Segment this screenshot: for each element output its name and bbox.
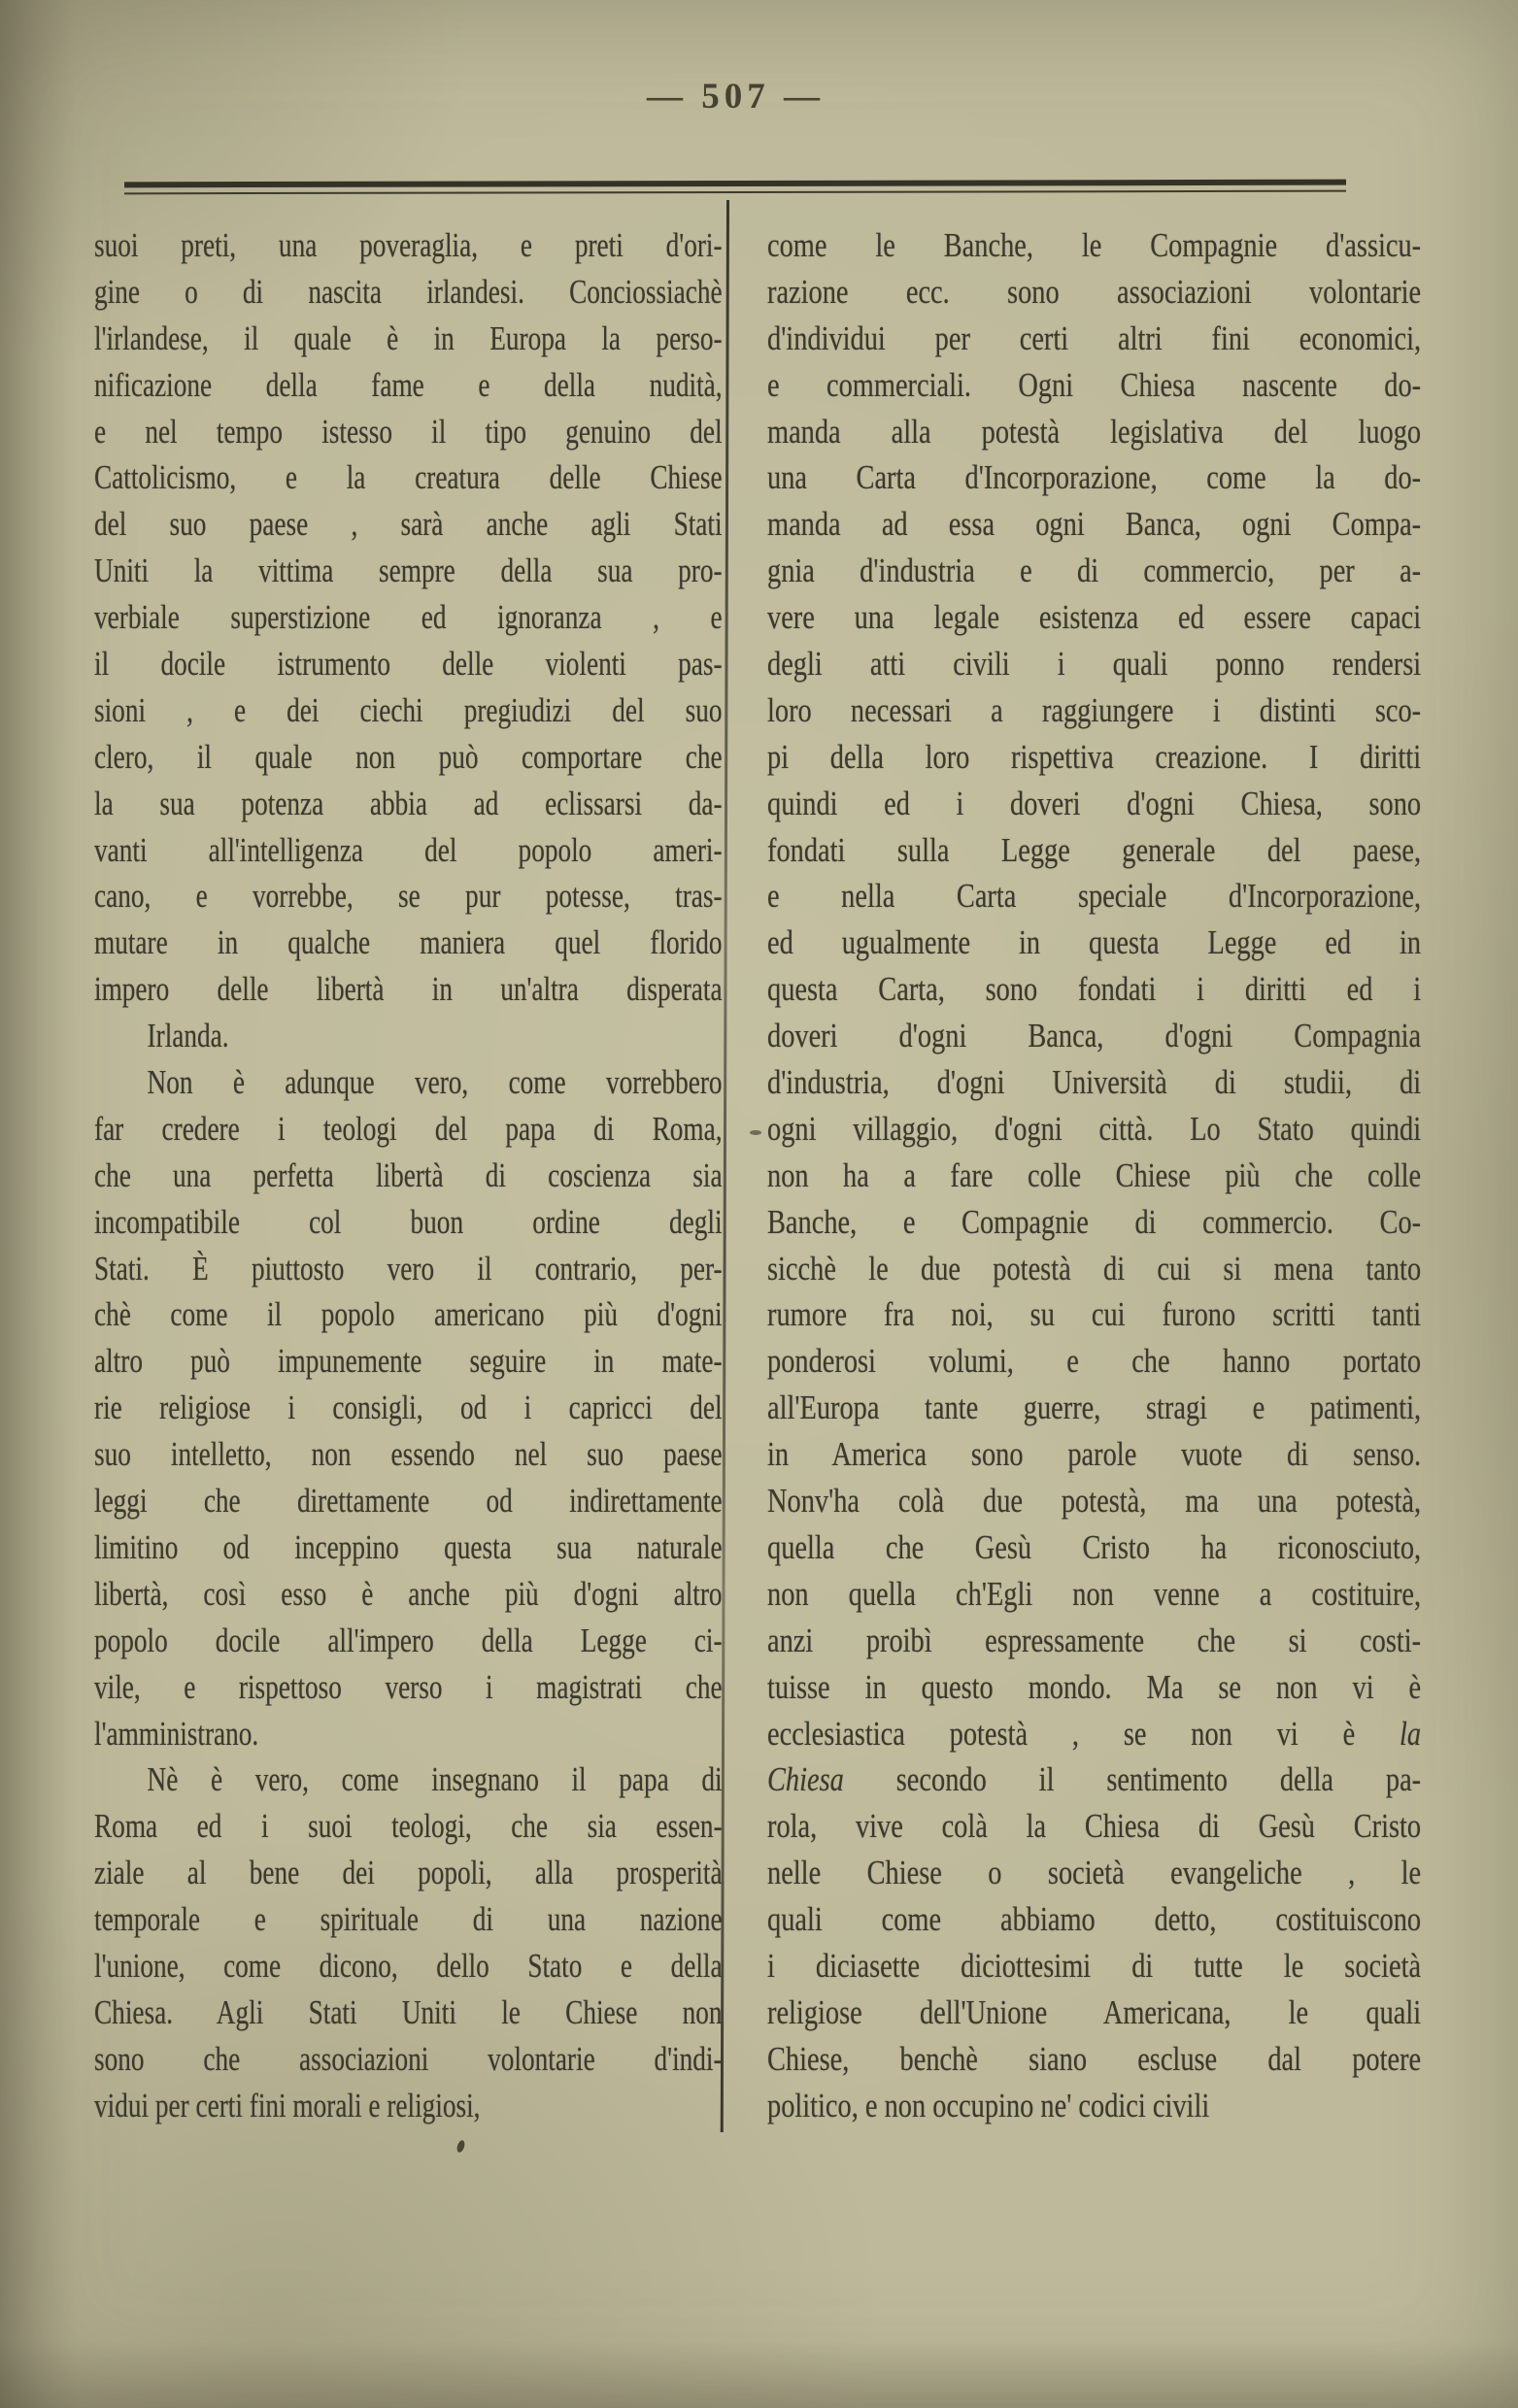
text-line: d'individui per certi altri fini economici, (767, 318, 1422, 357)
text-line: incompatibile col buon ordine degli (94, 1202, 723, 1241)
right-column (767, 222, 1423, 2129)
text-line: vidui per certi fini morali e religiosi, (94, 2086, 481, 2124)
text-line: e commerciali. Ogni Chiesa nascente do- (767, 365, 1422, 404)
text-line: rola, vive colà la Chiesa di Gesù Cristo (767, 1807, 1422, 1846)
page-number: — 507 — (647, 77, 825, 117)
text-line: sicchè le due potestà di cui si mena tanto (767, 1249, 1422, 1288)
text-line: del suo paese , sarà anche agli Stati (94, 505, 723, 544)
text-line: Uniti la vittima sempre della sua pro- (94, 552, 723, 590)
text-line: nelle Chiese o società evangeliche , le (767, 1854, 1422, 1892)
text-line: ponderosi volumi, e che hanno portato (767, 1342, 1422, 1381)
text-line: limitino od inceppino questa sua naturale (94, 1527, 723, 1566)
text-line: l'unione, come dicono, dello Stato e della (94, 1946, 723, 1985)
text-line: Banche, e Compagnie di commercio. Co- (767, 1202, 1422, 1241)
text-line: loro necessari a raggiungere i distinti sco- (767, 690, 1422, 729)
text-line: non quella ch'Egli non venne a costituire, (767, 1574, 1422, 1613)
text-line: ed ugualmente in questa Legge ed in (767, 923, 1422, 962)
text-line: far credere i teologi del papa di Roma, (94, 1109, 723, 1148)
text-line: suoi preti, una poveraglia, e preti d'ori- (94, 226, 723, 264)
text-line: religiose dell'Unione Americana, le quali (767, 1992, 1422, 2031)
text-line: e nella Carta speciale d'Incorporazione, (767, 877, 1422, 916)
text-line: Roma ed i suoi teologi, che sia essen- (94, 1807, 723, 1846)
text-line: vile, e rispettoso verso i magistrati che (94, 1667, 723, 1706)
text-line: ogni villaggio, d'ogni città. Lo Stato quindi (767, 1109, 1422, 1148)
text-line: temporale e spirituale di una nazione (94, 1900, 723, 1939)
right-column-text (767, 222, 1421, 2129)
text-line: in America sono parole vuote di senso. (767, 1435, 1422, 1474)
text-line: nificazione della fame e della nudità, (94, 365, 723, 404)
text-line: Chiesa secondo il sentimento della pa- (767, 1760, 1422, 1799)
text-line: l'irlandese, il quale è in Europa la perso- (94, 318, 723, 357)
text-line: mutare in qualche maniera quel florido (94, 923, 723, 962)
text-line: rumore fra noi, su cui furono scritti tanti (767, 1295, 1422, 1334)
text-line: gine o di nascita irlandesi. Conciossiachè (94, 272, 723, 311)
text-line: rie religiose i consigli, od i capricci del (94, 1388, 723, 1427)
text-line: altro può impunemente seguire in mate- (94, 1342, 723, 1381)
text-line: ecclesiastica potestà , se non vi è la (767, 1714, 1422, 1753)
text-line: clero, il quale non può comportare che (94, 737, 723, 776)
text-line: che una perfetta libertà di coscienza sia (94, 1155, 723, 1194)
text-line: ziale al bene dei popoli, alla prosperità (94, 1854, 723, 1892)
text-line: cano, e vorrebbe, se pur potesse, tras- (94, 877, 723, 916)
text-line: libertà, così esso è anche più d'ogni altro (94, 1574, 723, 1613)
text-line: Stati. È piuttosto vero il contrario, per- (94, 1249, 723, 1288)
text-line: i diciasette diciottesimi di tutte le società (767, 1946, 1422, 1985)
text-line: tuisse in questo mondo. Ma se non vi è (767, 1667, 1422, 1706)
text-line: una Carta d'Incorporazione, come la do- (767, 458, 1422, 497)
text-line: razione ecc. sono associazioni volontarie (767, 272, 1422, 311)
text-line: Non è adunque vero, come vorrebbero (147, 1063, 723, 1102)
text-line: quella che Gesù Cristo ha riconosciuto, (767, 1527, 1422, 1566)
text-line: l'amministrano. (94, 1714, 259, 1753)
text-line: all'Europa tante guerre, stragi e patimenti, (767, 1388, 1422, 1427)
text-line: non ha a fare colle Chiese più che colle (767, 1155, 1422, 1194)
text-line: manda ad essa ogni Banca, ogni Compa- (767, 505, 1422, 544)
text-line: Nonv'ha colà due potestà, ma una potestà, (767, 1482, 1422, 1521)
header-rule (124, 180, 1346, 195)
scan-edge-shadow (0, 0, 76, 2408)
text-line: come le Banche, le Compagnie d'assicu- (767, 226, 1422, 264)
text-line: d'industria, d'ogni Università di studii, di (767, 1063, 1422, 1102)
text-line: manda alla potestà legislativa del luogo (767, 412, 1422, 451)
text-line: vanti all'intelligenza del popolo ameri- (94, 830, 723, 869)
ink-speck (455, 2139, 466, 2154)
scan-bottom-shadow (0, 2340, 1518, 2408)
text-line: popolo docile all'impero della Legge ci- (94, 1621, 723, 1659)
text-line: gnia d'industria e di commercio, per a- (767, 552, 1422, 590)
text-line: doveri d'ogni Banca, d'ogni Compagnia (767, 1017, 1422, 1055)
text-line: sioni , e dei ciechi pregiudizi del suo (94, 690, 723, 729)
text-line: impero delle libertà in un'altra disperata (94, 970, 723, 1009)
text-line: la sua potenza abbia ad eclissarsi da- (94, 784, 723, 822)
text-line: quali come abbiamo detto, costituiscono (767, 1900, 1422, 1939)
text-line: anzi proibì espressamente che si costi- (767, 1621, 1422, 1659)
text-line: Nè è vero, come insegnano il papa di (147, 1760, 723, 1799)
text-line: chè come il popolo americano più d'ogni (94, 1295, 723, 1334)
left-column-text (94, 222, 723, 2129)
text-line: fondati sulla Legge generale del paese, (767, 830, 1422, 869)
text-line: Chiesa. Agli Stati Uniti le Chiese non (94, 1992, 723, 2031)
ink-speck (750, 1130, 761, 1135)
left-column (94, 222, 724, 2129)
text-line: il docile istrumento delle violenti pas- (94, 645, 723, 684)
text-line: suo intelletto, non essendo nel suo paese (94, 1435, 723, 1474)
text-line: politico, e non occupino ne' codici civili (767, 2086, 1210, 2124)
text-line: quindi ed i doveri d'ogni Chiesa, sono (767, 784, 1422, 822)
text-line: questa Carta, sono fondati i diritti ed i (767, 970, 1422, 1009)
text-line: leggi che direttamente od indirettamente (94, 1482, 723, 1521)
text-line: vere una legale esistenza ed essere capaci (767, 598, 1422, 637)
text-line: degli atti civili i quali ponno rendersi (767, 645, 1422, 684)
text-line: verbiale superstizione ed ignoranza , e (94, 598, 723, 637)
text-line: sono che associazioni volontarie d'indi- (94, 2039, 723, 2078)
text-line: Cattolicismo, e la creatura delle Chiese (94, 458, 723, 497)
text-line: Chiese, benchè siano escluse dal potere (767, 2039, 1422, 2078)
text-line: e nel tempo istesso il tipo genuino del (94, 412, 723, 451)
text-line: Irlanda. (147, 1017, 229, 1055)
text-line: pi della loro rispettiva creazione. I diritti (767, 737, 1422, 776)
